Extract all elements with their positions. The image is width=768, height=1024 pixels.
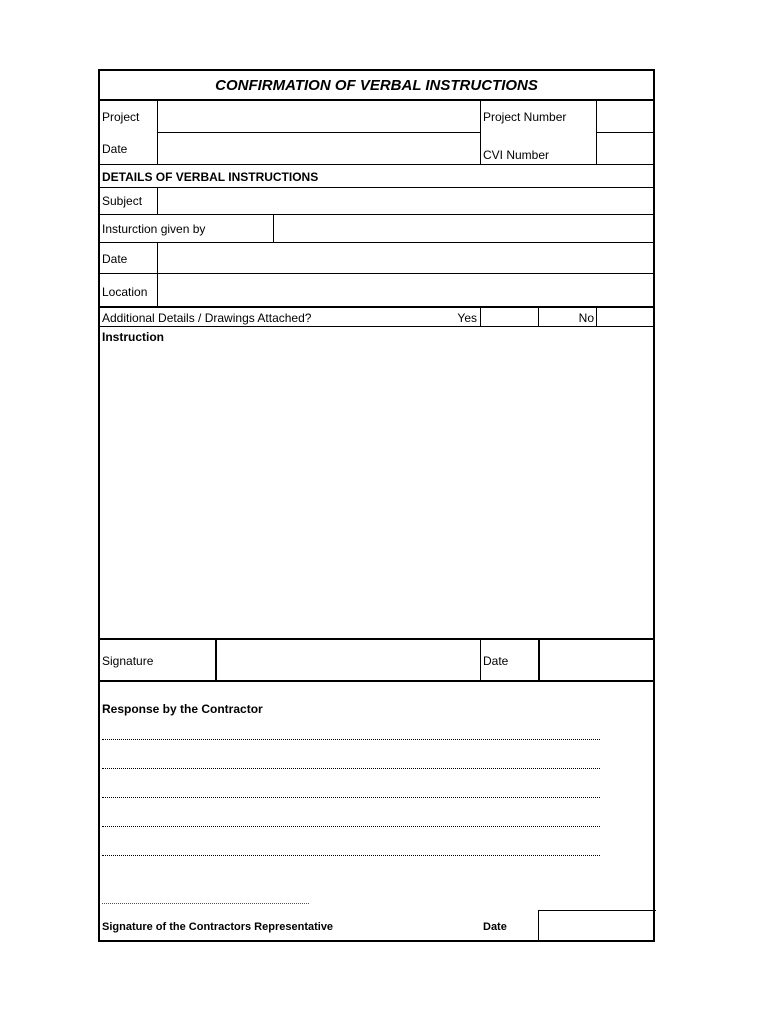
signature-field[interactable] bbox=[217, 640, 479, 679]
signature-label: Signature bbox=[102, 654, 154, 668]
instruction-textarea[interactable] bbox=[102, 346, 653, 636]
divider bbox=[100, 164, 653, 165]
no-checkbox[interactable] bbox=[597, 308, 655, 326]
divider bbox=[100, 306, 653, 308]
subject-label: Subject bbox=[102, 194, 143, 208]
divider bbox=[538, 308, 539, 327]
divider bbox=[100, 326, 653, 327]
subject-field[interactable] bbox=[158, 188, 655, 214]
contractor-signature-line[interactable] bbox=[102, 903, 309, 904]
location-label: Location bbox=[102, 285, 148, 299]
no-label: No bbox=[578, 311, 594, 325]
given-by-field[interactable] bbox=[274, 215, 655, 242]
yes-label: Yes bbox=[457, 311, 477, 325]
form-title: CONFIRMATION OF VERBAL INSTRUCTIONS bbox=[215, 77, 538, 94]
project-label: Project bbox=[102, 110, 140, 124]
header-date-label: Date bbox=[102, 142, 128, 156]
project-field[interactable] bbox=[158, 100, 479, 131]
response-line-4[interactable] bbox=[102, 826, 600, 827]
cvi-number-label: CVI Number bbox=[483, 148, 550, 162]
contractor-date-label: Date bbox=[483, 921, 507, 933]
response-line-3[interactable] bbox=[102, 797, 600, 798]
given-by-label: Insturction given by bbox=[102, 222, 206, 236]
header-date-field[interactable] bbox=[158, 133, 479, 164]
additional-details-label: Additional Details / Drawings Attached? bbox=[102, 311, 312, 325]
cvi-number-field[interactable] bbox=[597, 133, 655, 164]
response-line-1[interactable] bbox=[102, 739, 600, 740]
divider bbox=[480, 639, 481, 680]
details-date-label: Date bbox=[102, 252, 128, 266]
contractor-signature-label: Signature of the Contractors Representative bbox=[102, 921, 334, 933]
contractor-date-field[interactable] bbox=[538, 910, 656, 941]
signature-date-label: Date bbox=[483, 654, 509, 668]
response-line-5[interactable] bbox=[102, 855, 600, 856]
divider bbox=[480, 100, 481, 164]
response-line-2[interactable] bbox=[102, 768, 600, 769]
details-date-field[interactable] bbox=[158, 243, 655, 273]
verbal-instruction-form bbox=[98, 69, 655, 942]
details-section-title: DETAILS OF VERBAL INSTRUCTIONS bbox=[102, 170, 319, 184]
response-title: Response by the Contractor bbox=[102, 702, 263, 716]
signature-date-field[interactable] bbox=[540, 640, 655, 679]
project-number-field[interactable] bbox=[597, 100, 655, 131]
project-number-label: Project Number bbox=[483, 110, 567, 124]
location-field[interactable] bbox=[158, 274, 655, 306]
divider bbox=[100, 680, 653, 682]
instruction-label: Instruction bbox=[102, 330, 164, 344]
divider bbox=[157, 132, 480, 133]
yes-checkbox[interactable] bbox=[481, 308, 538, 326]
